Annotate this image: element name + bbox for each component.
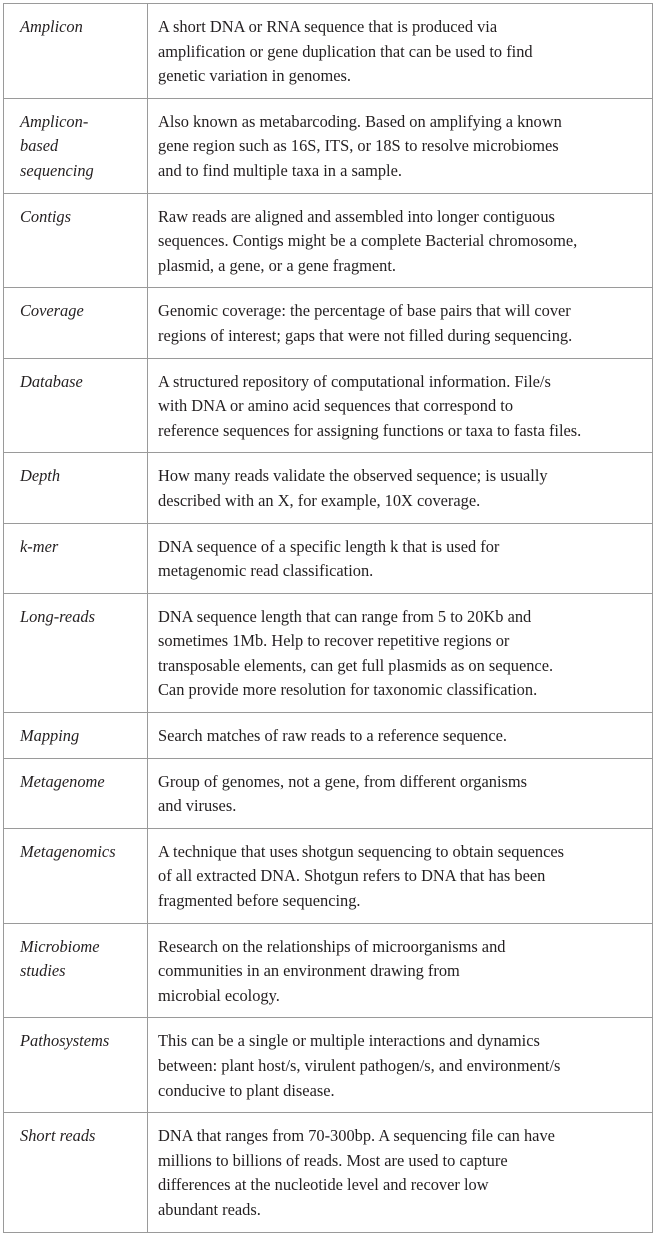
glossary-term: [4, 593, 148, 712]
glossary-term: [4, 923, 148, 1018]
glossary-definition-line: Search matches of raw reads to a reference sequence.: [158, 726, 508, 746]
glossary-term: [4, 758, 148, 828]
glossary-term-line: k-mer: [20, 536, 59, 556]
glossary-definition: [148, 923, 653, 1018]
glossary-definition-line: communities in an environment drawing from: [158, 961, 460, 981]
glossary-definition-line: fragmented before sequencing.: [158, 891, 361, 911]
glossary-term-line: Long-reads: [20, 606, 95, 626]
glossary-definition: [148, 288, 653, 358]
glossary-definition-line: A technique that uses shotgun sequencing to obtain sequences: [158, 841, 565, 861]
glossary-definition-line: gene region such as 16S, ITS, or 18S to resolve microbiomes: [158, 136, 559, 156]
glossary-definition-line: and viruses.: [158, 796, 237, 816]
glossary-definition: [148, 1113, 653, 1232]
glossary-definition: [148, 453, 653, 523]
glossary-definition-line: sequences. Contigs might be a complete Bacterial chromosome,: [158, 231, 578, 251]
glossary-definition: [148, 828, 653, 923]
glossary-definition-line: metagenomic read classification.: [158, 561, 374, 581]
glossary-definition-line: This can be a single or multiple interactions and dynamics: [158, 1031, 540, 1051]
glossary-term: [4, 1113, 148, 1232]
glossary-definition: [148, 98, 653, 193]
glossary-row: [4, 193, 653, 288]
glossary-row: [4, 828, 653, 923]
glossary-term-line: Contigs: [20, 206, 72, 226]
glossary-row: [4, 358, 653, 453]
glossary-term: [4, 193, 148, 288]
glossary-definition: [148, 713, 653, 759]
glossary-definition-line: conducive to plant disease.: [158, 1080, 335, 1100]
glossary-row: [4, 1113, 653, 1232]
glossary-term-line: Metagenomics: [20, 841, 116, 861]
glossary-definition: [148, 1018, 653, 1113]
glossary-definition-line: plasmid, a gene, or a gene fragment.: [158, 255, 397, 275]
glossary-term-line: Short reads: [20, 1126, 96, 1146]
glossary-definition-line: A structured repository of computational information. File/s: [158, 371, 551, 391]
glossary-definition-line: abundant reads.: [158, 1199, 261, 1219]
glossary-term-line: Amplicon: [20, 17, 83, 36]
glossary-term-line: Amplicon-: [20, 111, 89, 131]
glossary-definition-line: microbial ecology.: [158, 985, 280, 1005]
glossary-term: [4, 98, 148, 193]
glossary-definition-line: DNA sequence length that can range from 5 to 20Kb and: [158, 606, 532, 626]
glossary-definition-line: Group of genomes, not a gene, from different organisms: [158, 771, 528, 791]
glossary-term: [4, 828, 148, 923]
glossary-definition-line: differences at the nucleotide level and recover low: [158, 1175, 489, 1195]
glossary-row: [4, 758, 653, 828]
glossary-definition-line: regions of interest; gaps that were not filled during sequencing.: [158, 325, 573, 345]
glossary-term: [4, 453, 148, 523]
glossary-row: [4, 1018, 653, 1113]
glossary-definition-line: Research on the relationships of microorganisms and: [158, 936, 506, 956]
glossary-term-line: based: [20, 136, 59, 156]
glossary-term: [4, 288, 148, 358]
glossary-term: [4, 4, 148, 99]
glossary-term: [4, 1018, 148, 1113]
glossary-table: [3, 3, 653, 1233]
glossary-definition-line: between: plant host/s, virulent pathogen/s, and environment/s: [158, 1056, 561, 1075]
glossary-term: [4, 713, 148, 759]
glossary-definition-line: Raw reads are aligned and assembled into longer contiguous: [158, 206, 555, 226]
glossary-term: [4, 358, 148, 453]
glossary-definition: [148, 593, 653, 712]
glossary-definition-line: with DNA or amino acid sequences that correspond to: [158, 396, 514, 416]
glossary-definition-line: Can provide more resolution for taxonomic classification.: [158, 680, 538, 700]
glossary-definition-line: DNA that ranges from 70-300bp. A sequencing file can have: [158, 1126, 555, 1146]
glossary-term-line: studies: [20, 961, 66, 981]
glossary-definition-line: millions to billions of reads. Most are used to capture: [158, 1150, 508, 1170]
glossary-row: [4, 593, 653, 712]
glossary-definition-line: of all extracted DNA. Shotgun refers to DNA that has been: [158, 866, 546, 886]
glossary-definition-line: genetic variation in genomes.: [158, 66, 351, 86]
glossary-row: [4, 288, 653, 358]
glossary-table-body: [4, 4, 653, 1233]
glossary-definition-line: Also known as metabarcoding. Based on amplifying a known: [158, 111, 562, 131]
glossary-definition: [148, 4, 653, 99]
glossary-row: [4, 453, 653, 523]
glossary-row: [4, 713, 653, 759]
glossary-definition: [148, 193, 653, 288]
glossary-term-line: Metagenome: [20, 771, 105, 791]
glossary-definition: [148, 758, 653, 828]
glossary-row: [4, 523, 653, 593]
glossary-term-line: Pathosystems: [20, 1031, 110, 1051]
glossary-row: [4, 923, 653, 1018]
glossary-definition-line: Genomic coverage: the percentage of base pairs that will cover: [158, 301, 571, 321]
glossary-definition-line: described with an X, for example, 10X coverage.: [158, 490, 481, 510]
glossary-definition-line: DNA sequence of a specific length k that is used for: [158, 536, 500, 556]
glossary-definition-line: sometimes 1Mb. Help to recover repetitive regions or: [158, 631, 510, 651]
glossary-term: [4, 523, 148, 593]
glossary-definition-line: A short DNA or RNA sequence that is produced via: [158, 17, 498, 36]
glossary-term-line: sequencing: [20, 160, 94, 180]
glossary-definition-line: and to find multiple taxa in a sample.: [158, 160, 402, 180]
glossary-definition-line: reference sequences for assigning functions or taxa to fasta files.: [158, 420, 582, 440]
glossary-definition-line: amplification or gene duplication that can be used to find: [158, 41, 533, 61]
glossary-row: [4, 4, 653, 99]
glossary-row: [4, 98, 653, 193]
glossary-definition: [148, 523, 653, 593]
glossary-term-line: Microbiome: [20, 936, 100, 956]
glossary-term-line: Database: [20, 371, 83, 391]
glossary-definition: [148, 358, 653, 453]
glossary-term-line: Coverage: [20, 301, 84, 321]
glossary-definition-line: transposable elements, can get full plasmids as on sequence.: [158, 655, 554, 675]
glossary-term-line: Depth: [20, 466, 61, 486]
glossary-definition-line: How many reads validate the observed sequence; is usually: [158, 466, 548, 486]
glossary-term-line: Mapping: [20, 726, 80, 746]
